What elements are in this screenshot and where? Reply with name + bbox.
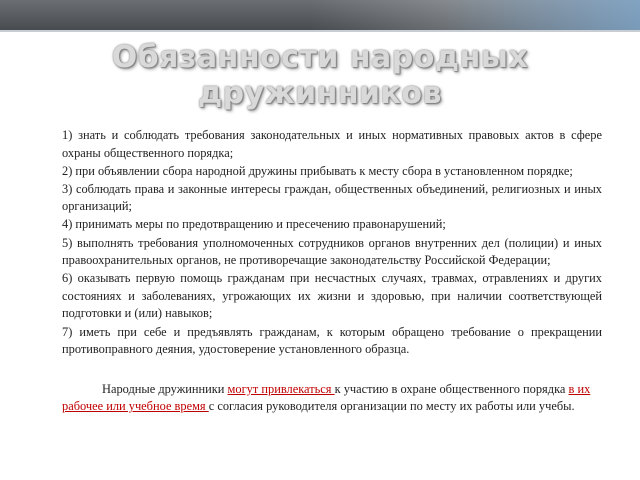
note-text-2: к участию в охране общественного порядка <box>334 381 569 396</box>
duty-item-1: 1) знать и соблюдать требования законодательных и иных нормативных правовых актов в сфере охраны общественного порядка; <box>62 128 602 160</box>
note-text-1: Народные дружинники <box>102 381 228 396</box>
duty-item-5: 5) выполнять требования уполномоченных сотрудников органов внутренних дел (полиции) и иных правоохранительных органов, не противоречащие законодательству Российской Федерации; <box>62 235 602 268</box>
duty-item-6: 6) оказывать первую помощь гражданам при несчастных случаях, травмах, отравлениях и других состояниях и заболеваниях, угрожающих их жизни и здоровью, при наличии соответствующей подготовки и (или) навыков; <box>62 271 602 321</box>
slide-body <box>62 127 602 416</box>
duty-item-7: 7) иметь при себе и предъявлять гражданам, к которым обращено требование о прекращении противоправного деяния, удостоверение установленного образца. <box>62 324 602 357</box>
duty-item-2: 2) при объявлении сбора народной дружины прибывать к месту сбора в установленном порядке; <box>62 163 573 178</box>
slide-title: Обязанности народных дружинников <box>111 40 529 111</box>
note-emphasis-2: в их рабочее или учебное время <box>62 381 591 414</box>
duty-item-3: 3) соблюдать права и законные интересы граждан, общественных объединений, религиозных и иных организаций; <box>62 181 602 214</box>
header-bar <box>0 0 640 30</box>
note-text-3: с согласия руководителя организации по месту их работы или учебы. <box>208 399 575 414</box>
duty-item-4: 4) принимать меры по предотвращению и пресечению правонарушений; <box>62 217 446 232</box>
header-edge <box>0 30 640 32</box>
header-blue-accent <box>440 0 640 30</box>
note-paragraph <box>62 381 602 416</box>
note-emphasis-1: могут привлекаться <box>227 381 335 396</box>
